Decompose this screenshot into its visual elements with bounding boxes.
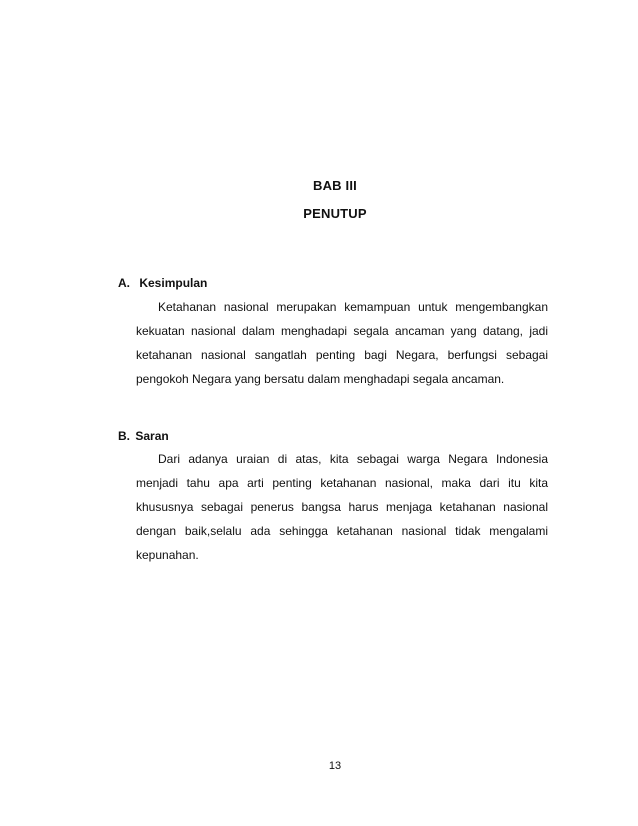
paragraph-line: Dari adanya uraian di atas, kita sebagai warga Negara Indonesia [158,452,548,466]
section-title: Saran [135,429,169,443]
paragraph-line: kekuatan nasional dalam menghadapi segala ancaman yang datang, jadi [136,324,548,338]
paragraph-line: khususnya sebagai penerus bangsa harus menjaga ketahanan nasional [136,500,548,514]
paragraph-line: dengan baik,selalu ada sehingga ketahanan nasional tidak mengalami [136,524,548,538]
paragraph-saran [136,447,548,567]
paragraph-line: menjadi tahu apa arti penting ketahanan nasional, maka dari itu kita [136,476,548,490]
section-heading-kesimpulan [118,276,207,290]
paragraph-line: kepunahan. [136,548,199,562]
paragraph-line: ketahanan nasional sangatlah penting bagi Negara, berfungsi sebagai [136,348,548,362]
section-heading-saran [118,429,169,443]
chapter-title: PENUTUP [303,206,367,221]
chapter-number: BAB III [312,178,357,193]
section-letter: A. [118,276,130,290]
paragraph-line: Ketahanan nasional merupakan kemampuan untuk mengembangkan [158,300,548,314]
paragraph-line: pengokoh Negara yang bersatu dalam menghadapi segala ancaman. [136,372,505,386]
section-letter: B. [118,429,130,443]
section-title: Kesimpulan [139,276,208,290]
page-number: 13 [328,760,342,772]
paragraph-kesimpulan [136,295,548,391]
